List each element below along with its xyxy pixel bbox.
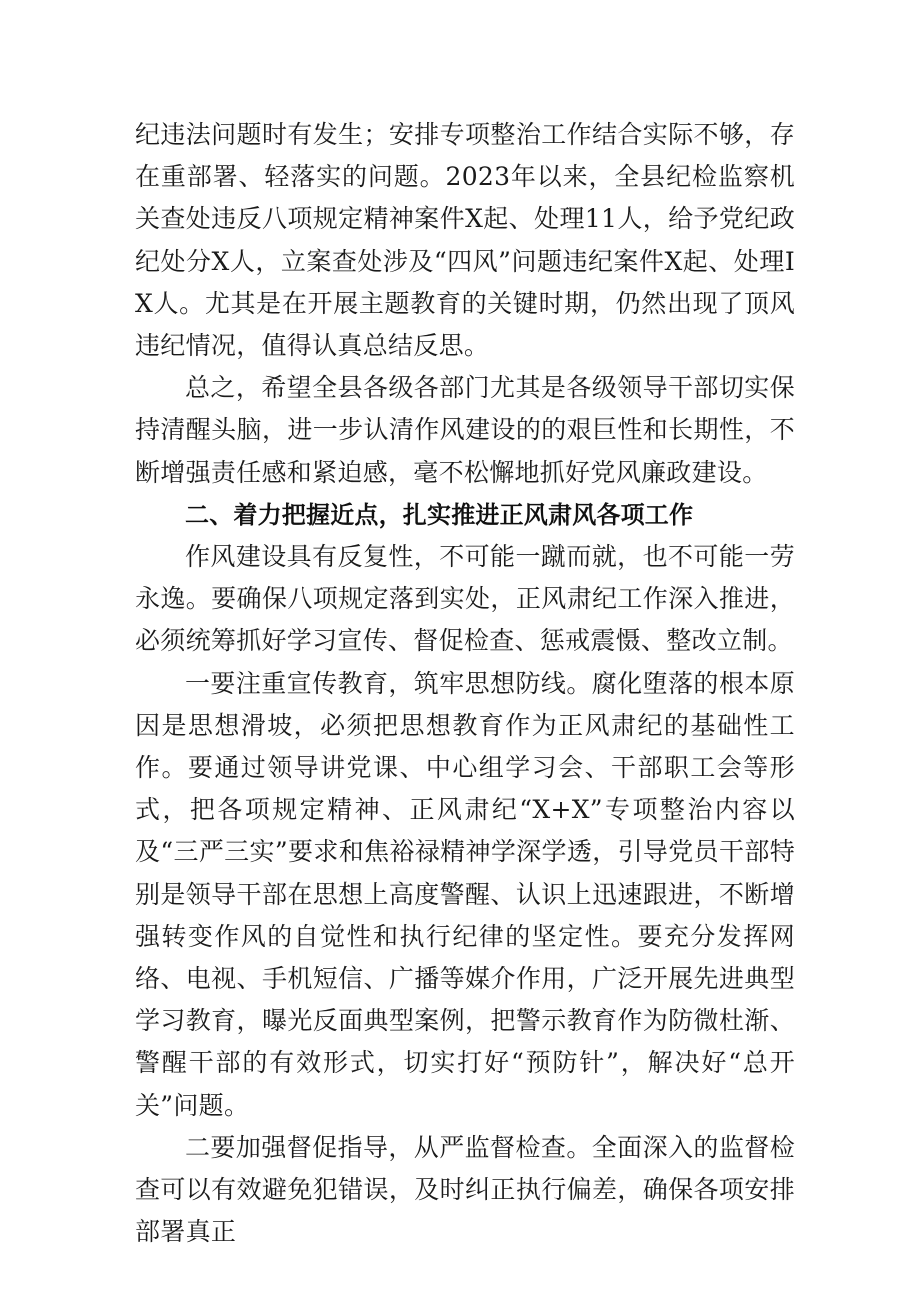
body-paragraph: 作风建设具有反复性，不可能一蹴而就，也不可能一劳永逸。要确保八项规定落到实处，正风肃纪工作深入推进，必须统筹抓好学习宣传、督促检查、惩戒震慑、整改立制。 bbox=[135, 542, 795, 656]
document-body bbox=[135, 114, 795, 1253]
body-paragraph: 纪违法问题时有发生；安排专项整治工作结合实际不够，存在重部署、轻落实的问题。2023年以来，全县纪检监察机关查处违反八项规定精神案件X起、处理11人，给予党纪政纪处分X人，立案查处涉及“四风”问题违纪案件X起、处理IX人。尤其是在开展主题教育的关键时期，仍然出现了顶风违纪情况，值得认真总结反思。 bbox=[135, 120, 795, 361]
body-paragraph: 一要注重宣传教育，筑牢思想防线。腐化堕落的根本原因是思想滑坡，必须把思想教育作为正风肃纪的基础性工作。要通过领导讲党课、中心组学习会、干部职工会等形式，把各项规定精神、正风肃纪“X+X”专项整治内容以及“三严三实”要求和焦裕禄精神学深学透，引导党员干部特别是领导干部在思想上高度警醒、认识上迅速跟进，不断增强转变作风的自觉性和执行纪律的坚定性。要充分发挥网络、电视、手机短信、广播等媒介作用，广泛开展先进典型学习教育，曝光反面典型案例，把警示教育作为防微杜渐、警醒干部的有效形式，切实打好“预防针”，解决好“总开关”问题。 bbox=[135, 668, 795, 1120]
section-heading: 二、着力把握近点，扎实推进正风肃风各项工作 bbox=[185, 500, 694, 529]
body-paragraph: 总之，希望全县各级各部门尤其是各级领导干部切实保持清醒头脑，进一步认清作风建设的的艰巨性和长期性，不断增强责任感和紧迫感，毫不松懈地抓好党风廉政建设。 bbox=[135, 373, 795, 487]
body-paragraph: 二要加强督促指导，从严监督检查。全面深入的监督检查可以有效避免犯错误，及时纠正执行偏差，确保各项安排部署真正 bbox=[135, 1132, 795, 1247]
